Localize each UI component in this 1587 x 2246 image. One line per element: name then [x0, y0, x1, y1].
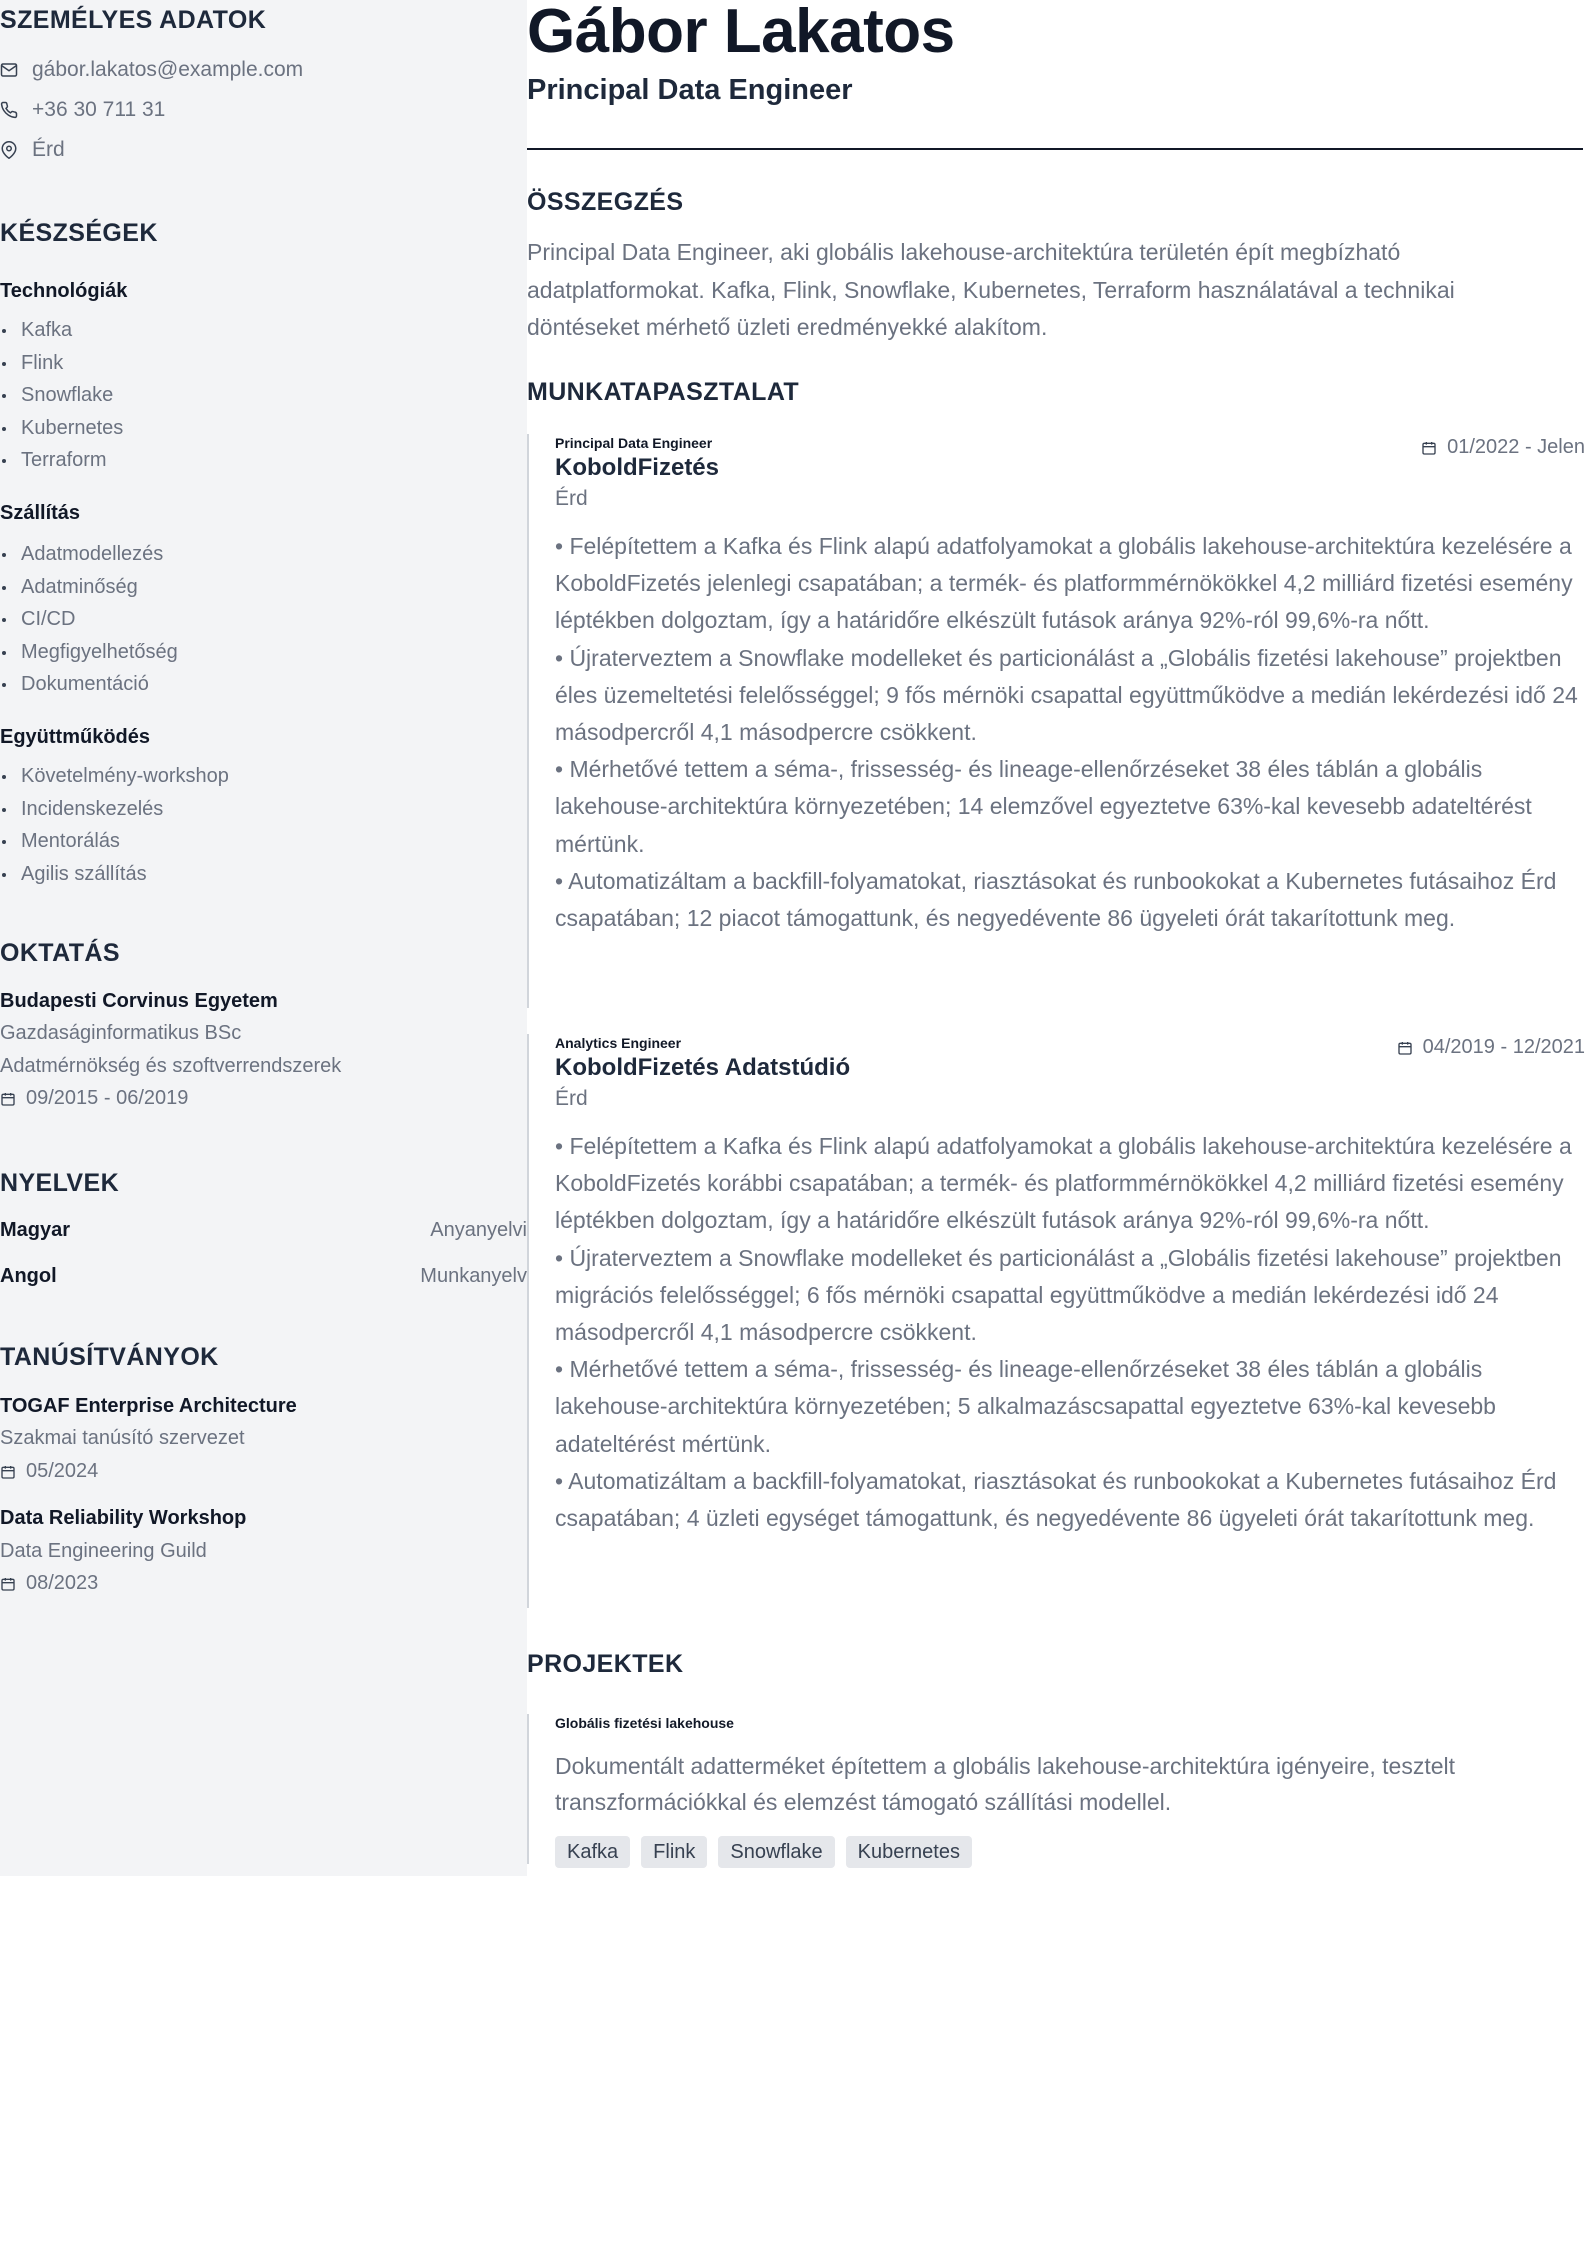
calendar-icon — [0, 1576, 16, 1592]
language-level: Anyanyelvi — [430, 1219, 527, 1241]
certifications-heading: TANÚSÍTVÁNYOK — [0, 1343, 219, 1371]
candidate-title: Principal Data Engineer — [527, 74, 853, 106]
calendar-icon — [1397, 1040, 1413, 1056]
job-bullet: • Automatizáltam a backfill-folyamatokat, riasztásokat és runbookokat a Kubernetes futásaihoz Érd csapatában; 12 piacot támogattunk, és negyedévente 86 ügyeleti órát takarítottunk meg. — [555, 867, 1557, 932]
job-bullet: • Mérhetővé tettem a séma-, frissesség- és lineage-ellenőrzéseket 38 éles táblán a globális lakehouse-architektúra környezetében; 5 alkalmazáscsapattal egyeztetve 63%-kal kevesebb adateltérést mértünk. — [555, 1356, 1496, 1457]
contact-phone[interactable] — [0, 98, 165, 122]
contact-location — [0, 138, 65, 162]
job-company: KoboldFizetés Adatstúdió — [555, 1054, 851, 1081]
mail-icon — [0, 61, 18, 79]
email-text: gábor.lakatos@example.com — [32, 58, 304, 81]
contact-email[interactable] — [0, 58, 303, 82]
skill-list-technologies — [0, 314, 480, 477]
skill-list-delivery — [0, 538, 480, 701]
education-degree: Gazdaságinformatikus BSc — [0, 1022, 242, 1044]
certification-issuer: Szakmai tanúsító szervezet — [0, 1427, 245, 1449]
job-company: KoboldFizetés — [555, 454, 720, 481]
education-dates: 09/2015 - 06/2019 — [0, 1087, 188, 1110]
certification-date: 08/2023 — [0, 1572, 98, 1595]
job-bullet: • Újraterveztem a Snowflake modelleket és particionálást a „Globális fizetési lakehouse” projektben éles üzemeltetési felelősséggel; 9 fős mérnöki csapattal együttműködve a medián lekérdezési idő 24 másodpercről 4,1 másodpercre csökkent. — [555, 644, 1578, 746]
certification-name: Data Reliability Workshop — [0, 1507, 247, 1529]
skill-item: CI/CD — [0, 603, 480, 636]
skill-group-title: Együttműködés — [0, 726, 151, 748]
job-bullets — [555, 528, 1585, 937]
job-location: Érd — [555, 487, 588, 510]
calendar-icon — [0, 1464, 16, 1480]
phone-icon — [0, 101, 18, 119]
job-bullet: • Felépítettem a Kafka és Flink alapú adatfolyamokat a globális lakehouse-architektúra kezelésére a KoboldFizetés jelenlegi csapatában; a termék- és platformmérnökökkel 4,2 milliárd fizetési esemény léptékben dolgoztam, így a határidőre elkészült futások aránya 92%-ról 99,6%-ra nőtt. — [555, 533, 1573, 634]
language-row — [0, 1219, 527, 1242]
job-dates: 01/2022 - Jelen — [1421, 436, 1585, 459]
skill-list-collaboration — [0, 760, 480, 890]
certification-name: TOGAF Enterprise Architecture — [0, 1395, 297, 1417]
tag: Kubernetes — [846, 1836, 972, 1868]
language-name: Angol — [0, 1265, 57, 1287]
tag: Flink — [641, 1836, 707, 1868]
job-bullet: • Mérhetővé tettem a séma-, frissesség- és lineage-ellenőrzéseket 38 éles táblán a globális lakehouse-architektúra környezetében; 14 elemzővel egyeztetve 63%-kal kevesebb adateltérést mértünk. — [555, 756, 1532, 857]
experience-heading: MUNKATAPASZTALAT — [527, 378, 800, 406]
skill-item: Terraform — [0, 444, 480, 477]
skill-item: Flink — [0, 347, 480, 380]
job-bullet: • Felépítettem a Kafka és Flink alapú adatfolyamokat a globális lakehouse-architektúra kezelésére a KoboldFizetés korábbi csapatában; a termék- és platformmérnökökkel 4,2 milliárd fizetési esemény léptékben dolgoztam, így a határidőre elkészült futások aránya 92%-ról 99,6%-ra nőtt. — [555, 1133, 1572, 1234]
job-entry — [527, 1034, 1585, 1608]
job-dates: 04/2019 - 12/2021 — [1397, 1036, 1585, 1059]
project-tags — [555, 1836, 1585, 1868]
summary-text: Principal Data Engineer, aki globális lakehouse-architektúra területén épít megbízható adatplatformokat. Kafka, Flink, Snowflake, Kubernetes, Terraform használatával a technikai döntéseket mérhető üzleti eredményekké alakítom. — [527, 239, 1455, 340]
location-text: Érd — [32, 138, 65, 161]
job-entry — [527, 434, 1585, 1008]
skill-item: Kubernetes — [0, 412, 480, 445]
job-role: Analytics Engineer — [555, 1035, 682, 1051]
project-entry — [527, 1714, 1585, 1864]
skill-item: Snowflake — [0, 379, 480, 412]
project-description: Dokumentált adatterméket építettem a globális lakehouse-architektúra igényeire, tesztelt transzformációkkal és elemzést támogató szállítási modellel. — [555, 1753, 1456, 1815]
skill-group-title: Szállítás — [0, 502, 81, 524]
language-level: Munkanyelv — [420, 1265, 527, 1287]
certification-issuer: Data Engineering Guild — [0, 1540, 207, 1562]
job-role: Principal Data Engineer — [555, 435, 713, 451]
calendar-icon — [1421, 440, 1437, 456]
projects-heading: PROJEKTEK — [527, 1650, 684, 1678]
skills-heading: KÉSZSÉGEK — [0, 219, 158, 247]
skill-item: Incidenskezelés — [0, 793, 480, 826]
certification-date: 05/2024 — [0, 1460, 98, 1483]
skill-item: Adatmodellezés — [0, 538, 480, 571]
skill-item: Követelmény-workshop — [0, 760, 480, 793]
skill-item: Mentorálás — [0, 825, 480, 858]
education-school: Budapesti Corvinus Egyetem — [0, 990, 278, 1012]
phone-text: +36 30 711 31 — [32, 98, 166, 121]
job-bullet: • Újraterveztem a Snowflake modelleket és particionálást a „Globális fizetési lakehouse” projektben migrációs felelősséggel; 6 fős mérnöki csapattal együttműködve a medián lekérdezési idő 24 másodpercről 4,1 másodpercre csökkent. — [555, 1244, 1562, 1346]
candidate-name: Gábor Lakatos — [527, 0, 955, 66]
project-title: Globális fizetési lakehouse — [555, 1715, 734, 1731]
tag: Snowflake — [718, 1836, 834, 1868]
skill-group-title: Technológiák — [0, 280, 128, 302]
summary-heading: ÖSSZEGZÉS — [527, 188, 684, 216]
language-row — [0, 1265, 527, 1288]
personal-heading: SZEMÉLYES ADATOK — [0, 6, 267, 34]
skill-item: Dokumentáció — [0, 668, 480, 701]
sidebar — [0, 0, 527, 1876]
skill-item: Kafka — [0, 314, 480, 347]
languages-heading: NYELVEK — [0, 1169, 120, 1197]
calendar-icon — [0, 1091, 16, 1107]
map-pin-icon — [0, 141, 18, 159]
job-location: Érd — [555, 1087, 588, 1110]
language-name: Magyar — [0, 1219, 71, 1241]
education-heading: OKTATÁS — [0, 939, 120, 967]
header-divider — [527, 148, 1583, 150]
tag: Kafka — [555, 1836, 630, 1868]
skill-item: Megfigyelhetőség — [0, 636, 480, 669]
job-bullets — [555, 1128, 1585, 1537]
skill-item: Adatminőség — [0, 571, 480, 604]
job-bullet: • Automatizáltam a backfill-folyamatokat, riasztásokat és runbookokat a Kubernetes futásaihoz Érd csapatában; 4 üzleti egységet támogattunk, és negyedévente 86 ügyeleti órát takarítottunk meg. — [555, 1467, 1557, 1532]
education-field: Adatmérnökség és szoftverrendszerek — [0, 1055, 342, 1077]
skill-item: Agilis szállítás — [0, 858, 480, 891]
